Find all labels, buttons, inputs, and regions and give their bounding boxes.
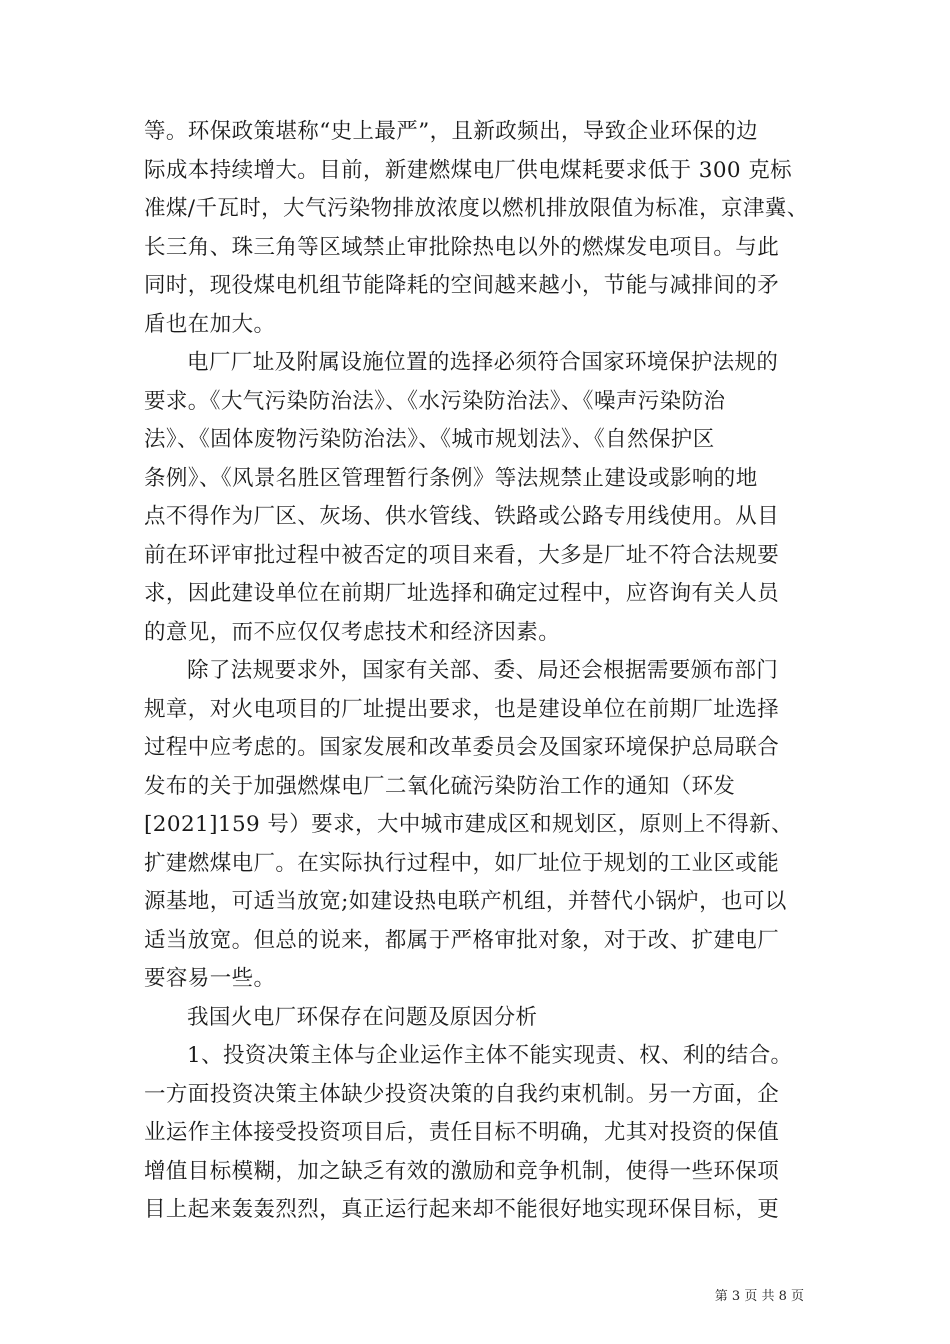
text-line: 电厂厂址及附属设施位置的选择必须符合国家环境保护法规的: [187, 350, 779, 375]
text-line: 1、投资决策主体与企业运作主体不能实现责、权、利的结合。: [187, 1043, 793, 1068]
text-line: 规章，对火电项目的厂址提出要求，也是建设单位在前期厂址选择: [144, 696, 780, 722]
text-line: 扩建燃煤电厂。在实际执行过程中，如厂址位于规划的工业区或能: [144, 850, 780, 876]
text-line: 等。环保政策堪称“史上最严”，且新政频出，导致企业环保的边: [144, 119, 759, 144]
page-number: 第 3 页 共 8 页: [714, 1289, 804, 1304]
text-line: 增值目标模糊，加之缺乏有效的激励和竞争机制，使得一些环保项: [144, 1158, 780, 1184]
text-line: 长三角、珠三角等区域禁止审批除热电以外的燃煤发电项目。与此: [144, 234, 780, 260]
text-line: 过程中应考虑的。国家发展和改革委员会及国家环境保护总局联合: [144, 735, 780, 760]
text-line: 求，因此建设单位在前期厂址选择和确定过程中，应咨询有关人员: [144, 581, 780, 606]
text-line: 法》、《固体废物污染防治法》、《城市规划法》、《自然保护区: [144, 427, 715, 452]
paragraph: [144, 1037, 808, 1230]
text-line: [2021]159 号）要求，大中城市建成区和规划区，原则上不得新、: [144, 812, 793, 837]
text-line: 适当放宽。但总的说来，都属于严格审批对象，对于改、扩建电厂: [144, 927, 780, 953]
text-line: 源基地，可适当放宽;如建设热电联产机组，并替代小锅炉，也可以: [144, 889, 787, 914]
text-line: 际成本持续增大。目前，新建燃煤电厂供电煤耗要求低于 300 克标: [144, 157, 793, 183]
paragraph: [144, 113, 808, 344]
text-line: 我国火电厂环保存在问题及原因分析: [187, 1004, 538, 1030]
text-line: 盾也在加大。: [144, 311, 276, 337]
text-line: 前在环评审批过程中被否定的项目来看，大多是厂址不符合法规要: [144, 542, 780, 568]
text-line: 的意见，而不应仅仅考虑技术和经济因素。: [144, 619, 561, 645]
text-line: 要求。《大气污染防治法》、《水污染防治法》、《噪声污染防治: [144, 388, 726, 414]
document-body: [144, 113, 808, 1230]
text-line: 同时，现役煤电机组节能降耗的空间越来越小，节能与减排间的矛: [144, 273, 780, 298]
text-line: 要容易一些。: [144, 966, 276, 991]
paragraph: [144, 652, 808, 999]
text-line: 目上起来轰轰烈烈，真正运行起来却不能很好地实现环保目标，更: [144, 1197, 780, 1222]
paragraph: [144, 344, 808, 652]
text-line: 发布的关于加强燃煤电厂二氧化硫污染防治工作的通知（环发: [144, 773, 736, 799]
text-line: 业运作主体接受投资项目后，责任目标不明确，尤其对投资的保值: [144, 1120, 780, 1145]
text-line: 一方面投资决策主体缺少投资决策的自我约束机制。另一方面，企: [144, 1081, 780, 1107]
paragraph: [144, 999, 808, 1038]
text-line: 除了法规要求外，国家有关部、委、局还会根据需要颁布部门: [187, 658, 779, 683]
text-line: 点不得作为厂区、灰场、供水管线、铁路或公路专用线使用。从目: [144, 504, 780, 529]
text-line: 准煤/千瓦时，大气污染物排放浓度以燃机排放限值为标准，京津冀、: [144, 196, 809, 221]
text-line: 条例》、《风景名胜区管理暂行条例》等法规禁止建设或影响的地: [144, 465, 758, 491]
